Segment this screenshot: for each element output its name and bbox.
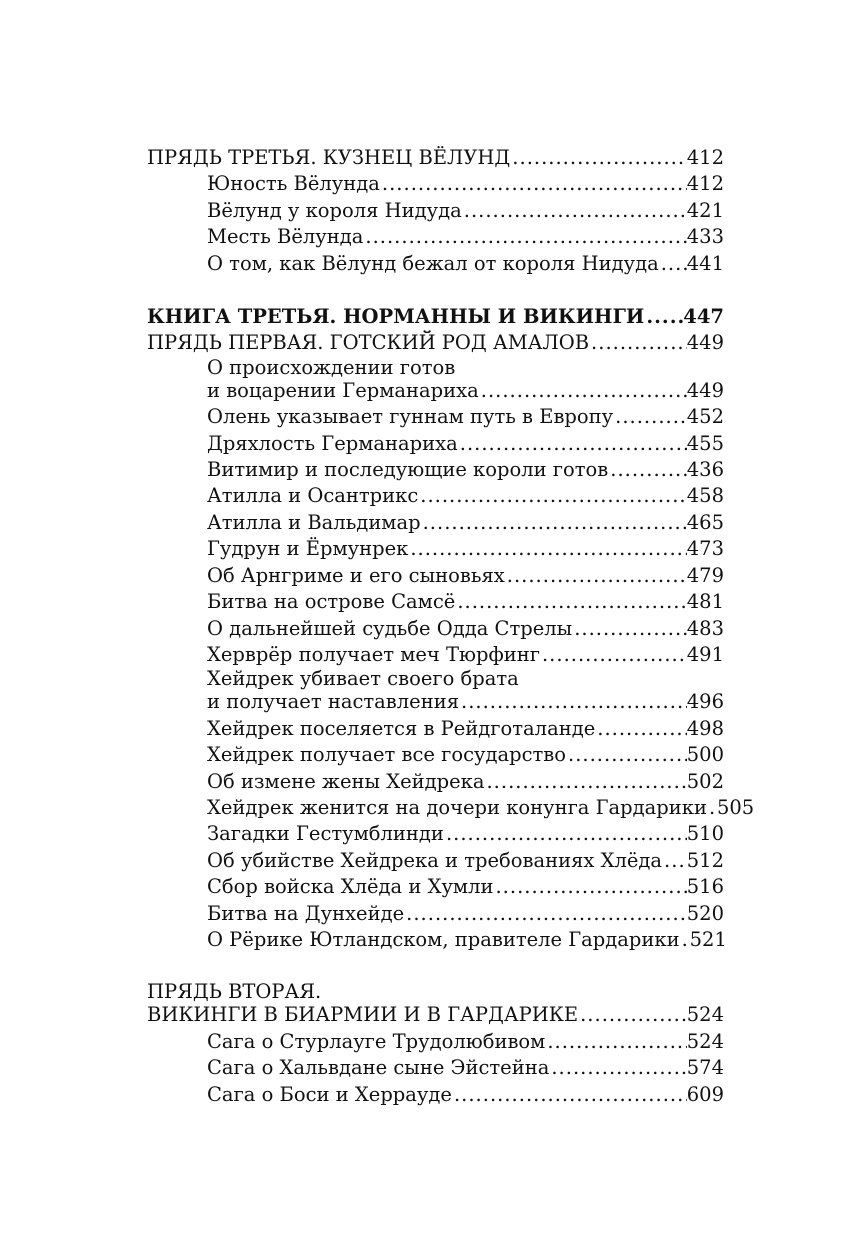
toc-entry: [147, 874, 724, 900]
toc-title: Витимир и последующие короли готов: [207, 458, 609, 482]
toc-page-number: 458: [686, 484, 724, 508]
toc-page-number: 465: [686, 510, 724, 534]
toc-page-number: 521: [689, 927, 727, 951]
dot-leader: [444, 821, 687, 847]
toc-title: Атилла и Осантрикс: [207, 484, 419, 508]
toc-entry: [147, 171, 724, 197]
toc-entry: [147, 431, 724, 457]
toc-section-heading: [147, 330, 724, 356]
toc-entry: [147, 1029, 724, 1055]
toc-page-number: 473: [686, 537, 724, 561]
toc-title: Об измене жены Хейдрека: [207, 769, 485, 793]
toc-entry: [147, 689, 724, 715]
toc-page-number: 491: [686, 642, 724, 666]
table-of-contents: [147, 145, 755, 1108]
toc-entry: [147, 769, 724, 795]
dot-leader: [680, 927, 690, 953]
toc-title: ПРЯДЬ ПЕРВАЯ. ГОТСКИЙ РОД АМАЛОВ: [147, 331, 590, 355]
dot-leader: [549, 1055, 686, 1081]
toc-title: Юность Вёлунда: [207, 172, 380, 196]
dot-leader: [408, 536, 686, 562]
toc-page-number: 510: [686, 822, 724, 846]
toc-entry: [147, 795, 755, 821]
toc-page-number: 524: [686, 1029, 724, 1053]
dot-leader: [707, 795, 717, 821]
dot-leader: [418, 483, 687, 509]
toc-page-number: 433: [686, 225, 724, 249]
dot-leader: [572, 616, 687, 642]
toc-title: Битва на острове Самсё: [207, 590, 456, 614]
dot-leader: [510, 145, 686, 171]
dot-leader: [493, 874, 686, 900]
toc-page-number: 441: [686, 251, 724, 275]
toc-page-number: 520: [686, 901, 724, 925]
toc-page-number: 449: [686, 378, 724, 402]
toc-title: Сага о Стурлауге Трудолюбивом: [207, 1029, 546, 1053]
dot-leader: [545, 1029, 686, 1055]
toc-page-number: 447: [683, 305, 724, 329]
toc-title: и получает наставления: [207, 690, 459, 714]
toc-page-number: 455: [686, 431, 724, 455]
toc-book-heading: [147, 304, 724, 330]
toc-page-number: 436: [686, 458, 724, 482]
toc-section-heading-line: ПРЯДЬ ВТОРАЯ.: [147, 980, 322, 1004]
toc-section-heading: [147, 1002, 724, 1028]
toc-title: Гудрун и Ёрмунрек: [207, 537, 409, 561]
toc-title: О Рёрике Ютландском, правителе Гардарики: [207, 927, 680, 951]
spacer: [147, 953, 724, 981]
toc-entry: [147, 616, 724, 642]
toc-entry: [147, 457, 724, 483]
dot-leader: [595, 716, 687, 742]
toc-page-number: 498: [686, 716, 724, 740]
toc-title: КНИГА ТРЕТЬЯ. НОРМАННЫ И ВИКИНГИ: [147, 305, 645, 329]
toc-title: ПРЯДЬ ТРЕТЬЯ. КУЗНЕЦ ВЁЛУНД: [147, 146, 511, 169]
dot-leader: [421, 510, 687, 536]
toc-entry: [147, 901, 724, 927]
toc-page-number: 524: [686, 1003, 724, 1027]
toc-page-number: 609: [686, 1082, 724, 1106]
toc-title: Сбор войска Хлёда и Хумли: [207, 875, 494, 899]
toc-entry: [147, 927, 727, 953]
toc-title: Хейдрек поселяется в Рейдготаланде: [207, 716, 596, 740]
dot-leader: [608, 457, 687, 483]
dot-leader: [455, 589, 686, 615]
toc-title: Вёлунд у короля Нидуда: [207, 198, 462, 222]
toc-entry: [147, 563, 724, 589]
toc-page-number: 481: [686, 590, 724, 614]
toc-page-number: 500: [686, 743, 724, 767]
dot-leader: [459, 689, 687, 715]
dot-leader: [540, 642, 687, 668]
toc-entry: [147, 483, 724, 509]
toc-title: Об убийстве Хейдрека и требованиях Хлёда: [207, 848, 663, 872]
dot-leader: [462, 198, 687, 224]
toc-page-number: 502: [686, 769, 724, 793]
toc-title: Сага о Хальвдане сыне Эйстейна: [207, 1056, 550, 1080]
toc-title: Хейдрек женится на дочери конунга Гардарики: [207, 795, 707, 819]
toc-entry: [147, 1055, 724, 1081]
toc-entry: [147, 821, 724, 847]
toc-page-number: 412: [686, 146, 724, 169]
toc-title: Олень указывает гуннам путь в Европу: [207, 405, 614, 429]
toc-title: и воцарении Германариха: [207, 378, 479, 402]
toc-title: Битва на Дунхейде: [207, 901, 405, 925]
toc-page-number: 412: [686, 172, 724, 196]
toc-page-number: 452: [686, 405, 724, 429]
dot-leader: [484, 769, 686, 795]
toc-title: Об Арнгриме и его сыновьях: [207, 563, 505, 587]
toc-page-number: 483: [686, 616, 724, 640]
toc-entry: [147, 1082, 724, 1108]
toc-entry: [147, 510, 724, 536]
toc-page-number: 516: [686, 875, 724, 899]
toc-title: Херврёр получает меч Тюрфинг: [207, 642, 540, 666]
toc-title: ВИКИНГИ В БИАРМИИ И В ГАРДАРИКЕ: [147, 1003, 579, 1027]
toc-entry: [147, 589, 724, 615]
toc-title: Сага о Боси и Херрауде: [207, 1082, 452, 1106]
toc-page-number: 496: [686, 690, 724, 714]
toc-title-line: О происхождении готов: [207, 355, 456, 379]
toc-entry: [147, 848, 724, 874]
toc-section-heading: [147, 145, 724, 171]
dot-leader: [458, 431, 687, 457]
dot-leader: [662, 848, 687, 874]
toc-title: О том, как Вёлунд бежал от короля Нидуда: [207, 251, 659, 275]
dot-leader: [589, 330, 687, 356]
toc-title: Месть Вёлунда: [207, 225, 364, 249]
toc-entry: [147, 716, 724, 742]
toc-title: О дальнейшей судьбе Одда Стрелы: [207, 616, 573, 640]
dot-leader: [479, 378, 687, 404]
toc-entry: [147, 536, 724, 562]
toc-page-number: 512: [686, 848, 724, 872]
dot-leader: [578, 1002, 687, 1028]
dot-leader: [363, 224, 686, 250]
dot-leader: [505, 563, 687, 589]
toc-page-number: 505: [716, 795, 755, 819]
dot-leader: [644, 304, 683, 330]
dot-leader: [452, 1082, 687, 1108]
toc-title: Загадки Гестумблинди: [207, 822, 444, 846]
toc-title-line: Хейдрек убивает своего брата: [207, 667, 519, 691]
toc-title: Атилла и Вальдимар: [207, 510, 421, 534]
toc-entry: [147, 642, 724, 668]
toc-entry: [147, 404, 724, 430]
toc-page-number: 574: [686, 1056, 724, 1080]
toc-page-number: 479: [686, 563, 724, 587]
toc-page-number: 421: [686, 198, 724, 222]
dot-leader: [380, 171, 687, 197]
dot-leader: [404, 901, 687, 927]
toc-title: Хейдрек получает все государство: [207, 743, 567, 767]
dot-leader: [613, 404, 687, 430]
dot-leader: [659, 251, 687, 277]
toc-entry: [147, 198, 724, 224]
toc-entry: [147, 378, 724, 404]
spacer: [147, 277, 724, 304]
toc-entry: [147, 251, 724, 277]
dot-leader: [566, 742, 687, 768]
toc-title: Дряхлость Германариха: [207, 431, 458, 455]
toc-entry: [147, 224, 724, 250]
toc-page-number: 449: [686, 331, 724, 355]
toc-entry: [147, 742, 724, 768]
